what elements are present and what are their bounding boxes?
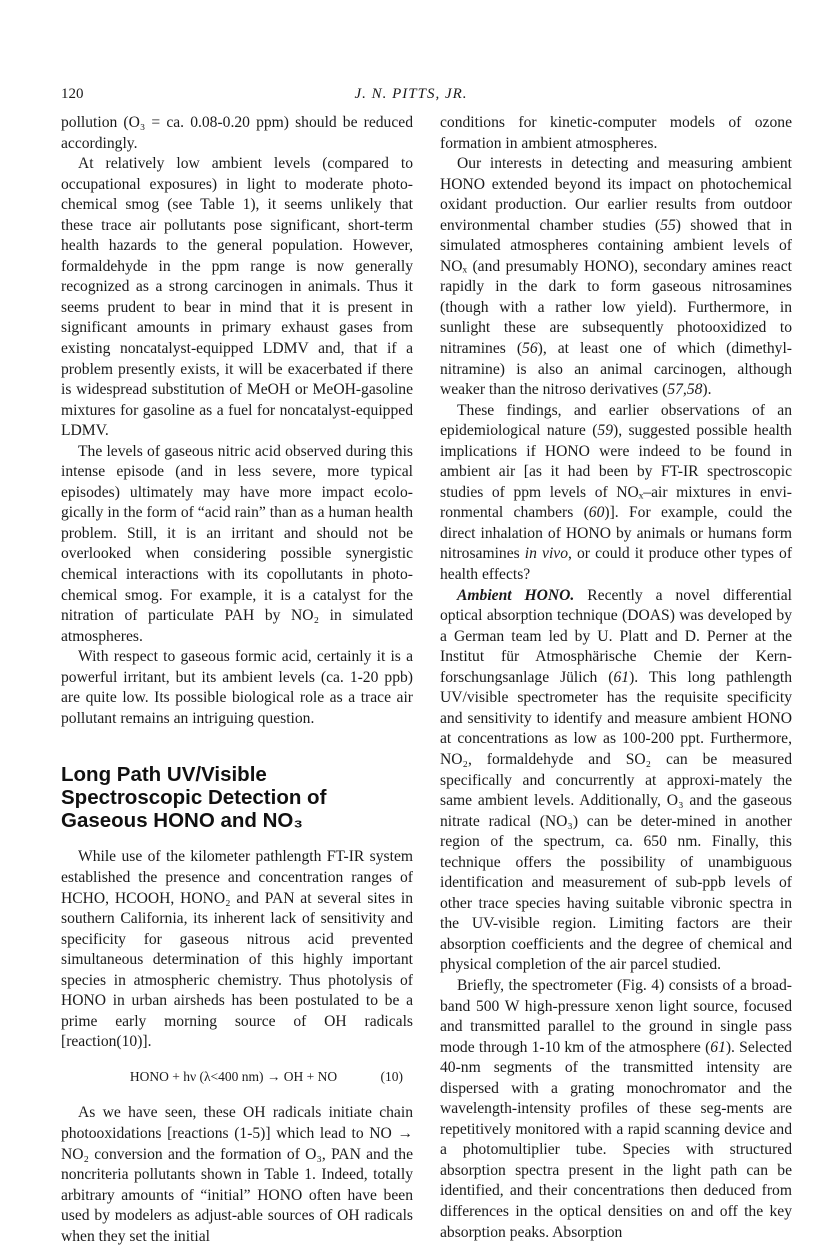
text-run: )]. For example, could the direct inhalation of HONO by animals or humans form nitrosamines [440,504,792,563]
paragraph [440,586,792,976]
citation: 59 [597,422,613,440]
text-run: ). [702,381,712,399]
paragraph: pollution (O₃ = ca. 0.08-0.20 ppm) should be reduced accordingly. [61,114,413,152]
paragraph [440,154,792,401]
paragraph: The levels of gaseous nitric acid observed during this intense episode (and in less severe, more typical episodes) ultimately may have more impact ecolo-gically in the form of “acid rain” than as a human health problem. Still, it is an irritant and should not be overlooked when considering possible synergistic chemical interactions with its copollutants in photo-chemical smog. For example, it is a catalyst for the nitration of particulate PAH by NO₂ in simulated atmospheres. [61,442,413,645]
text-run: Our interests in detecting and measuring ambient HONO extended beyond its impact on photochemical oxidant production. Our earlier results from outdoor environmental chamber studies ( [440,155,792,234]
paragraph: conditions for kinetic-computer models of ozone formation in ambient atmospheres. [440,114,792,152]
equation-body: HONO + hν (λ<400 nm) → OH + NO [129,1068,338,1084]
text-run: ). This long pathlength UV/visible spectrometer has the requisite specificity and sensitivity to identify and measure ambient HONO at concentrations as low as 100-200 ppt. Furthermore, NO₂, formaldehyde and SO₂ can be measured specifically and concurrently at approxi-mately the same ambient levels. Additionally, O₃ and the gaseous nitrate radical (NO₃) can be deter-mined in another region of the spectrum, ca. 650 nm. Finally, this technique offers the possibility of unambiguous identification and measurement of sub-ppb levels of other trace species having suitable vibronic spectra in the UV-visible region. Limiting factors are their absorption coefficients and the degree of chemical and physical completion of the air parcel studied. [440,668,792,974]
left-column [61,113,413,1247]
latin-phrase: in vivo [524,545,568,563]
text-run: Recently a novel differential optical absorption technique (DOAS) was developed by a German team led by U. Platt and D. Perner at the Institut für Atmosphärische Chemie der Kern-forschungsanlage Jülich ( [440,586,792,686]
paragraph: At relatively low ambient levels (compared to occupational exposures) in light to moderate photo-chemical smog (see Table 1), it seems unlikely that these trace air pollutants pose significant, short-term health hazards to the general population. However, formaldehyde in the ppm range is now generally recognized as a strong carcinogen in animals. Thus it seems prudent to bear in mind that it is present in significant amounts in primary exhaust gases from existing noncatalyst-equipped LDMV and, that if a problem presently exists, it will be exacerbated if there is widespread substitution of MeOH or MeOH-gasoline mixtures for gasoline as a fuel for noncatalyst-equipped LDMV. [61,155,413,440]
paragraph [440,976,792,1243]
citation: 56 [522,340,538,358]
paragraph: As we have seen, these OH radicals initiate chain photooxidations [reactions (1-5)] which lead to NO → NO₂ conversion and the formation of O₃, PAN and the noncriteria pollutants shown in Table 1. Indeed, totally arbitrary amounts of “initial” HONO often have been used by modelers as adjust-able sources of OH radicals when they set the initial [61,1104,413,1245]
section-title: Long Path UV/Visible Spectroscopic Detection of Gaseous HONO and NO₃ [61,763,327,833]
page-header [61,86,761,108]
paragraph: With respect to gaseous formic acid, certainly it is a powerful irritant, but its ambient levels (ca. 1-20 ppb) are quite low. Its possible biological role as a trace air pollutant remains an intriguing question. [61,648,413,727]
text-run: ). Selected 40-nm segments of the transmitted intensity are dispersed with a grating monochromator and the wavelength-intensity profiles of these seg-ments are repetitively monitored with a rapid scanning device and a photomultiplier tube. Species with structured absorption spectra present in the light path can be identified, and their concentrations then deduced from differences in the optical densities on and off the key absorption peaks. Absorption [440,1038,792,1241]
running-head: J. N. PITTS, JR. [354,86,468,102]
run-in-heading: Ambient HONO. [457,586,575,604]
text-run: ), at least one of which (dimethyl-nitramine) is also an animal carcinogen, although weaker than the nitroso derivatives ( [440,340,793,399]
text-run: These findings, and earlier observations of an epidemiological nature ( [440,401,792,440]
citation: 61 [613,668,630,686]
equation-number: (10) [380,1068,403,1084]
citation: 57,58 [667,381,703,399]
citation: 55 [660,216,676,234]
equation [61,1067,403,1088]
right-column [440,113,792,1243]
citation: 60 [588,504,605,522]
citation: 61 [710,1038,726,1056]
text-run: ) showed that in simulated atmospheres containing ambient levels of NOₓ (and presumably HONO), secondary amines react rapidly in the dark to form gaseous nitrosamines (though with a rather low yield). Furthermore, in sunlight these are subsequently photooxidized to nitramines ( [440,216,792,358]
paragraph: While use of the kilometer pathlength FT-IR system established the presence and concentration ranges of HCHO, HCOOH, HONO₂ and PAN at several sites in southern California, its inherent lack of sensitivity and specificity for gaseous nitrous acid prevented simultaneous determination of this highly important species in atmospheric chemistry. Thus photolysis of HONO in urban airsheds has been postulated to be a prime early morning source of OH radicals [reaction(10)]. [61,848,413,1051]
text-run: , or could it produce other types of health effects? [440,545,793,584]
page-number: 120 [61,86,84,102]
paragraph [440,401,792,586]
text-run: Briefly, the spectrometer (Fig. 4) consists of a broad-band 500 W high-pressure xenon light source, focused and transmitted parallel to the ground in single pass mode through 1-10 km of the atmosphere ( [440,976,792,1056]
text-run: ), suggested possible health implications if HONO were indeed to be found in ambient air [as it had been by FT-IR spectroscopic studies of ppm levels of NOₓ–air mixtures in envi-ronmental chambers ( [440,422,792,522]
